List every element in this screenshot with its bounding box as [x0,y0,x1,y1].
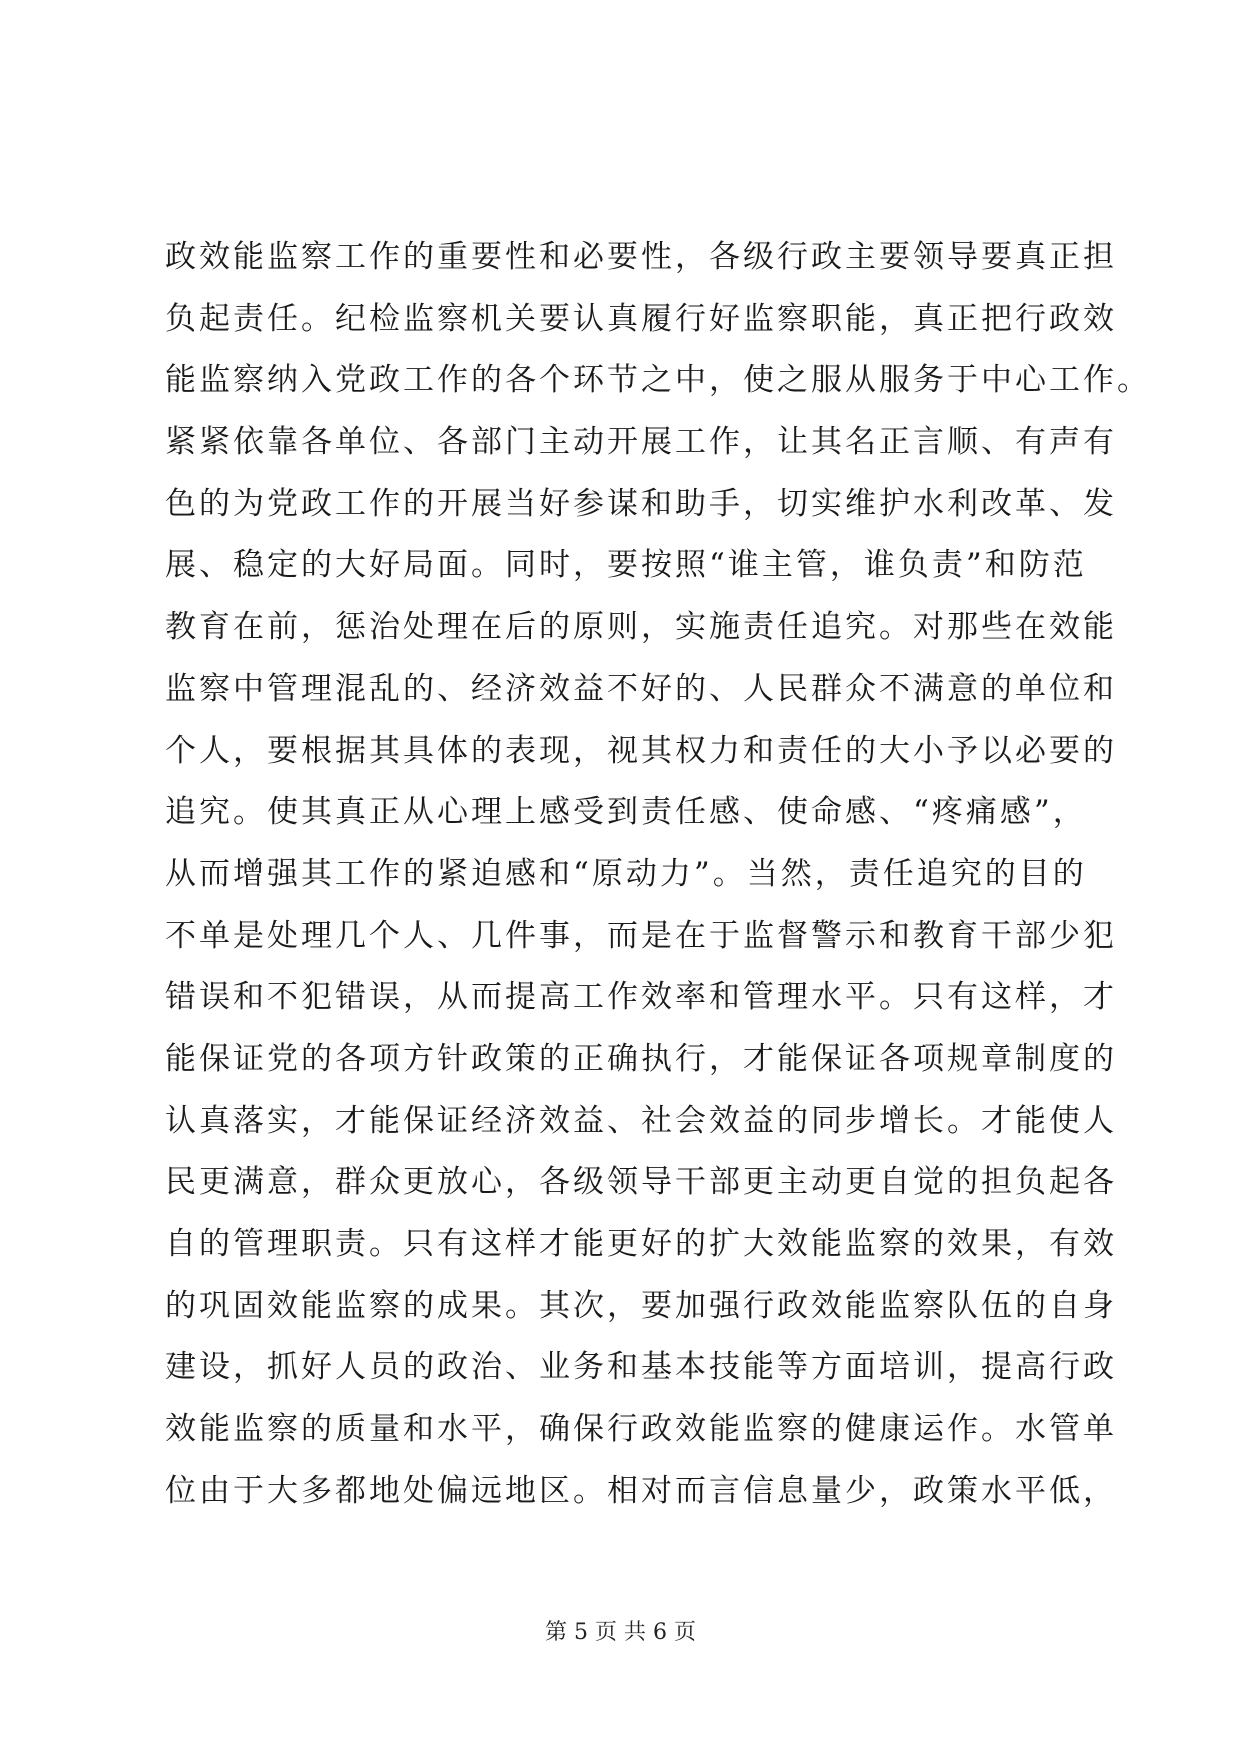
text-line: 色的为党政工作的开展当好参谋和助手，切实维护水利改革、发 [165,485,1117,522]
text-line: 能监察纳入党政工作的各个环节之中，使之服从服务于中心工作。 [165,362,1151,399]
text-line: 错误和不犯错误，从而提高工作效率和管理水平。只有这样，才 [165,979,1117,1016]
text-line: 自的管理职责。只有这样才能更好的扩大效能监察的效果，有效 [165,1226,1117,1262]
text-line: 效能监察的质量和水平，确保行政效能监察的健康运作。水管单 [165,1411,1117,1448]
page-number-footer: 第 5 页 共 6 页 [545,1620,696,1645]
text-line: 监察中管理混乱的、经济效益不好的、人民群众不满意的单位和 [165,670,1117,707]
text-line: 紧紧依靠各单位、各部门主动开展工作，让其名正言顺、有声有 [165,424,1117,461]
text-line: 从而增强其工作的紧迫感和“原动力”。当然，责任追究的目的 [165,855,1087,892]
text-line: 教育在前，惩治处理在后的原则，实施责任追究。对那些在效能 [165,609,1117,646]
body-text [165,227,1151,1522]
text-line: 个人，要根据其具体的表现，视其权力和责任的大小予以必要的 [165,732,1117,769]
text-line: 位由于大多都地处偏远地区。相对而言信息量少，政策水平低， [165,1472,1117,1509]
text-line: 建设，抓好人员的政治、业务和基本技能等方面培训，提高行政 [165,1349,1117,1386]
text-line: 负起责任。纪检监察机关要认真履行好监察职能，真正把行政效 [165,300,1117,337]
text-line: 不单是处理几个人、几件事，而是在于监督警示和教育干部少犯 [165,917,1117,954]
text-line: 政效能监察工作的重要性和必要性，各级行政主要领导要真正担 [165,239,1117,275]
text-line: 展、稳定的大好局面。同时，要按照“谁主管，谁负责”和防范 [165,547,1087,584]
text-line: 的巩固效能监察的成果。其次，要加强行政效能监察队伍的自身 [165,1287,1117,1324]
text-line: 民更满意，群众更放心，各级领导干部更主动更自觉的担负起各 [165,1164,1117,1201]
text-line: 认真落实，才能保证经济效益、社会效益的同步增长。才能使人 [165,1102,1117,1139]
text-line: 能保证党的各项方针政策的正确执行，才能保证各项规章制度的 [165,1040,1117,1077]
text-line: 追究。使其真正从心理上感受到责任感、使命感、“疼痛感”， [165,794,1087,831]
